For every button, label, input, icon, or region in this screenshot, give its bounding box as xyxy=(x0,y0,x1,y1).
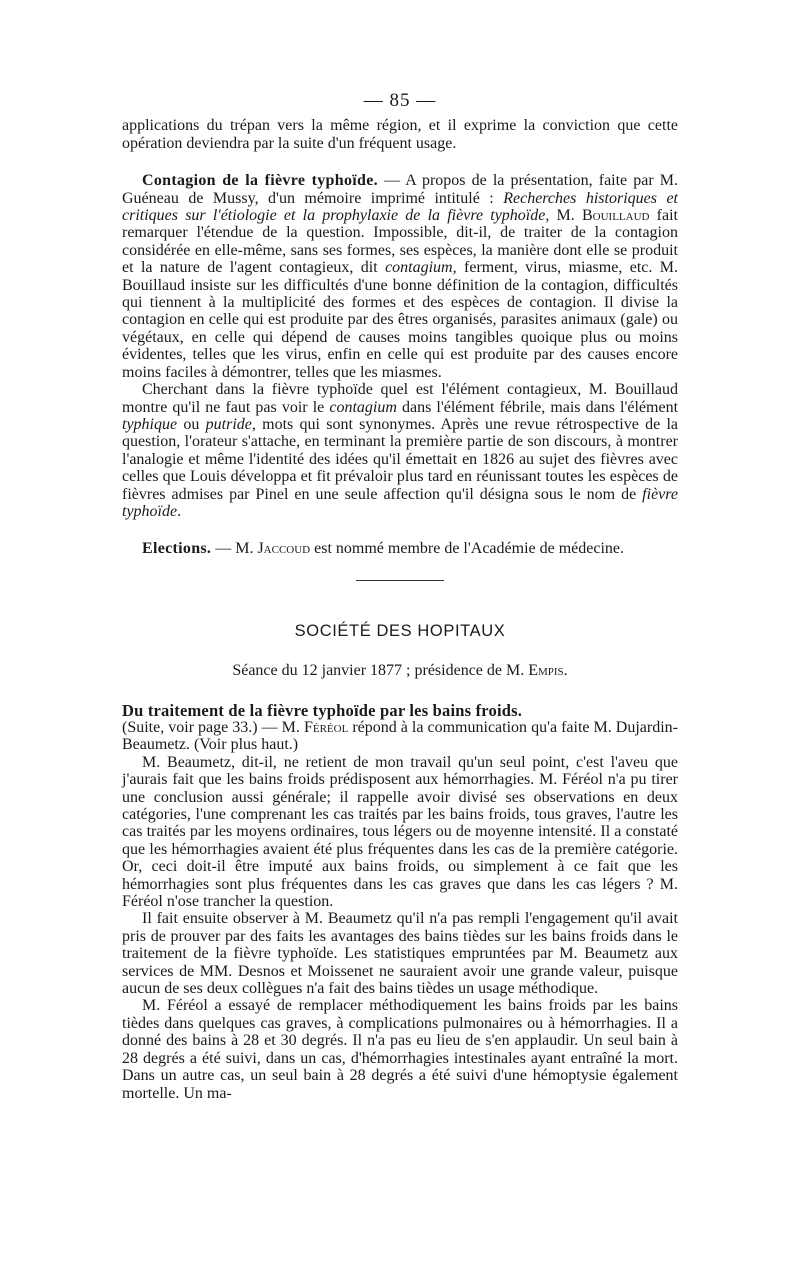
memoir-title: Recherches historiques et critiques sur l'étiologie et la prophylaxie de la fièvre typhoïde, xyxy=(122,189,678,225)
speaker-name: Bouillaud xyxy=(581,207,650,225)
text-segment: fait remarquer l'étendue de la question. Impossible, dit-il, de traiter de la contagion considérée en elle-même, sans ses formes, ses espèces, la manière dont elle se produit et la nature de l'agent contagieux, dit xyxy=(122,207,678,277)
traitement-paragraph-4: M. Féréol a essayé de remplacer méthodiquement les bains froids par les bains tièdes dans quelques cas graves, à complications pulmonaires ou à hémorrhagies. Il a donné des bains à 28 et 30 degrés. Il n'a pas eu lieu de s'en applaudir. Un seul bain à 28 degrés a été suivi, dans un cas, d'hémorrhagies intestinales ayant entraîné la mort. Dans un autre cas, un seul bain à 28 degrés a été suivi d'une hémoptysie également mortelle. Un ma- xyxy=(122,997,678,1102)
traitement-paragraph-3: Il fait ensuite observer à M. Beaumetz qu'il n'a pas rempli l'engagement qu'il avait pris de prouver par des faits les avantages des bains tièdes sur les bains froids dans le traitement de la fièvre typhoïde. Les statistiques empruntées par M. Beaumetz aux services de MM. Desnos et Moissenet ne sauraient avoir une grande valeur, puisque aucun de ses deux collègues n'a fait des bains tièdes un usage méthodique. xyxy=(122,910,678,998)
text-segment: . xyxy=(563,662,568,680)
article-title: Du traitement de la fièvre typhoïde par les bains froids. xyxy=(122,700,523,720)
speaker-name: Féréol xyxy=(303,718,349,736)
page-number: — 85 — xyxy=(363,90,437,111)
text-segment: Cherchant dans la fièvre typhoïde quel est l'élément contagieux, M. Bouillaud montre qu'il ne faut pas voir le xyxy=(122,381,678,416)
traitement-paragraph-2: M. Beaumetz, dit-il, ne retient de mon travail qu'un seul point, c'est l'aveu que j'aurais fait que les bains froids prédisposent aux hémorrhagies. M. Féréol n'a pu tirer une conclusion aussi générale; il rappelle avoir divisé ses observations en deux catégories, l'une comprenant les cas traités par les bains froids, tous graves, l'autre les cas traités par les moyens ordinaires, tous légers ou de moyenne intensité. Il a constaté que les hémorrhagies avaient été plus fréquentes dans les cas de la première catégorie. Or, ceci doit-il être imputé aux bains froids, ou simplement à ce fait que les hémorrhagies sont plus fréquentes dans les cas graves que dans les cas légers ? M. Féréol n'ose trancher la question. xyxy=(122,753,678,911)
contagion-paragraph-1 xyxy=(122,172,678,381)
latin-term: contagium, xyxy=(385,259,457,277)
intro-paragraph: applications du trépan vers la même région, et il exprime la conviction que cette opération deviendra par la suite d'un fréquent usage. xyxy=(122,117,678,152)
text-segment: , mots qui sont synonymes. Après une revue rétrospective de la question, l'orateur s'attache, en terminant la première partie de son discours, à montrer l'analogie et même l'identité des idées qu'il émettait en 1826 au sujet des fièvres avec celles que Louis développa et fit prévaloir plus tard en réunissant toutes les espèces de fièvres admises par Pinel en une seule affection qu'il désigna sous le nom de xyxy=(122,415,679,503)
contagion-rubric: Contagion de la fièvre typhoïde. xyxy=(142,172,378,190)
president-name: Empis xyxy=(528,662,564,680)
elections-rubric: Elections. xyxy=(142,540,212,558)
text-segment: ferment, virus, miasme, etc. M. Bouillaud insiste sur les difficultés d'une bonne définition de la contagion, difficultés qui tiennent à la multiplicité des formes et des espèces de contagion. Il divise la contagion en celle qui est produite par des êtres organisés, parasites animaux (gale) ou végétaux, en celle qui dépend de causes moins tangibles quoique plus ou moins évidentes, telles que les virus, enfin en celle qui est produite par des causes encore moins faciles à démontrer, telles que les miasmes. xyxy=(122,259,679,381)
elections-paragraph xyxy=(122,540,678,557)
session-line xyxy=(122,662,678,679)
text-segment: — M. xyxy=(211,540,258,558)
text-segment: est nommé membre de l'Académie de médecine. xyxy=(310,540,625,558)
text-segment: répond à la communication qu'a faite M. Dujardin-Beaumetz. (Voir plus haut.) xyxy=(122,718,679,754)
member-name: Jaccoud xyxy=(257,540,311,558)
document-page xyxy=(122,92,678,1102)
text-segment: . xyxy=(177,502,182,520)
text-segment: Séance du 12 janvier 1877 ; présidence de M. xyxy=(232,662,529,680)
text-segment: — A propos de la présentation, faite par M. Guéneau de Mussy, d'un mémoire imprimé intitulé : xyxy=(122,172,679,207)
traitement-paragraph-1 xyxy=(122,719,678,754)
text-segment: (Suite, voir page 33.) — M. xyxy=(122,718,304,736)
italic-term: contagium xyxy=(329,398,397,416)
text-segment: ou xyxy=(177,415,206,433)
italic-term: fièvre typhoïde xyxy=(122,485,678,520)
text-segment: M. xyxy=(549,207,582,225)
italic-term: typhique xyxy=(122,415,178,433)
contagion-paragraph-2 xyxy=(122,381,678,520)
text-segment: dans l'élément fébrile, mais dans l'élément xyxy=(396,398,679,416)
italic-term: putride xyxy=(205,415,252,433)
section-divider xyxy=(356,580,444,581)
section-title: SOCIÉTÉ DES HOPITAUX xyxy=(294,621,506,640)
